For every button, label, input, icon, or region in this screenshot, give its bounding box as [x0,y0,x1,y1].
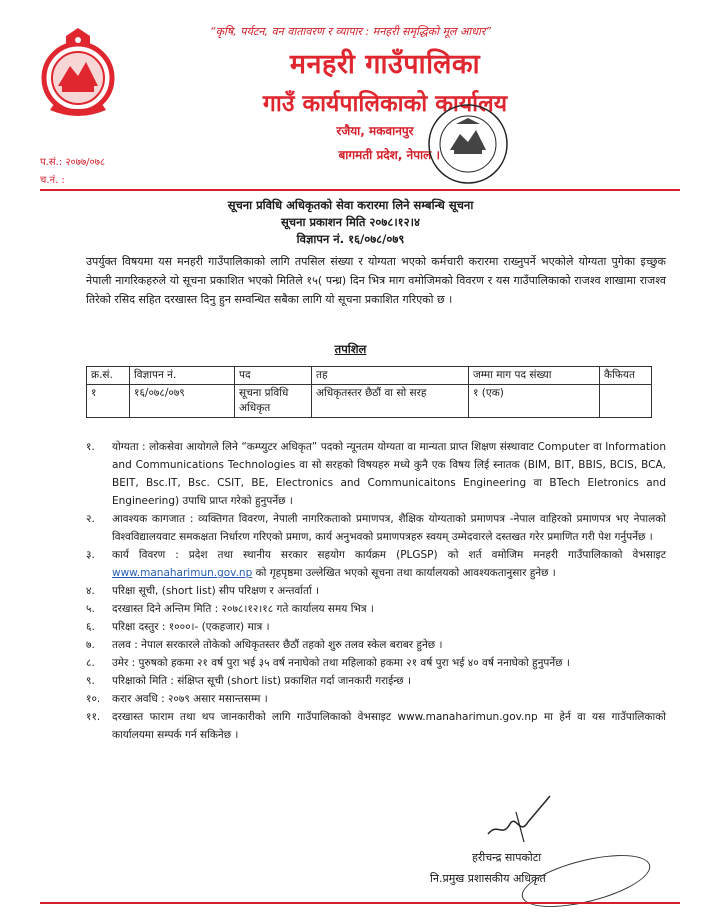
list-item: ९. परिक्षाको मिति : संक्षिप्त सूची (short list) प्रकाशित गर्दा जानकारी गराईन्छ । [86,675,411,687]
list-item: ४. परिक्षा सूची, (short list) सीप परिक्षण र अन्तर्वार्ता । [86,585,320,597]
table-row [87,385,652,418]
cell-post: सूचना प्रविधि अधिकृत [235,385,312,418]
signatory-designation: नि.प्रमुख प्रशासकीय अधिकृत [430,872,546,885]
col-total: जम्मा माग पद संख्या [469,367,600,385]
notice-title: सूचना प्रविधि अधिकृतको सेवा करारमा लिने सम्बन्धि सूचना [227,198,474,212]
intro-paragraph: उपर्युक्त विषयमा यस मनहरी गाउँपालिकाको लागि तपसिल संख्या र योग्यता भएको कर्मचारी करारमा राख्नुपर्ने भएकोले योग्यता पुगेका इच्छुक नेपाली नागरिकहरुले यो सूचना प्रकाशित भएको मितिले १५( पन्ध्र) दिन भित्र माग वमोजिमको विवरण र यस गाउँपालिकाको राजश्व शाखामा राजश्व तिरेको रसिद सहित दरखास्त दिनु हुन सम्वन्धित सबैका लागि यो सूचना प्रकाशित गरिएको छ । [86,255,666,306]
office-name: मनहरी गाउँपालिका [289,49,481,80]
signatory-name: हरीचन्द्र सापकोटा [472,851,542,864]
cell-level: अधिकृतस्तर छैठौं वा सो सरह [312,385,469,418]
col-ad-no: विज्ञापन नं. [130,367,235,385]
list-item: ११. दरखास्त फाराम तथा थप जानकारीको लागि गाउँपालिकाको वेभसाइट www.manaharimun.gov.np मा हेर्न वा यस गाउँपालिकाको कार्यालयमा सम्पर्क गर्न सकिनेछ । [86,711,666,741]
cell-ad-no: १६/०७८/०७९ [130,385,235,418]
col-remarks: कैफियत [600,367,652,385]
emblem-logo [36,26,120,122]
cell-total: १ (एक) [469,385,600,418]
office-subtitle: गाउँ कार्यपालिकाको कार्यालय [262,91,508,117]
list-item: ७. तलव : नेपाल सरकारले तोकेको अधिकृतस्तर छैठौं तहको शुरु तलव स्केल बराबर हुनेछ । [86,639,443,651]
cell-sn: १ [87,385,130,418]
address-line-1: रजैया, मकवानपुर [336,124,414,138]
list-item: १. योग्यता : लोकसेवा आयोगले लिने “कम्प्युटर अधिकृत” पदको न्यूनतम योग्यता वा मान्यता प्राप्त शिक्षण संस्थावाट Computer वा Information and Communications Technologies वा सो सरहको विषयहरु मध्ये कुनै एक विषय लिई स्नातक (BIM, BIT, BBIS, BCIS, BCA, BEIT, Bsc.IT, Bsc. CSIT, BE, Electronics and Communicaitons Engineering वा BTech Eletronics and Engineering) उपाधि प्राप्त गरेको हुनुपर्नेछ । [86,441,666,507]
conditions-list [86,438,666,744]
col-post: पद [235,367,312,385]
header-divider [40,189,680,191]
col-sn: क्र.सं. [87,367,130,385]
advertisement-number: विज्ञापन नं. १६/०७८/०७९ [296,232,405,246]
vacancy-table [86,366,652,418]
office-stamp [426,102,510,186]
list-item: २. आवश्यक कागजात : व्यक्तिगत विवरण, नेपाली नागरिकताको प्रमाणपत्र, शैक्षिक योग्यताको प्रमाणपत्र -नेपाल वाहिरको प्रमाणपत्र भए नेपालको विश्वविद्यालयवाट समकक्षता निर्धारण गरिएको प्रमाण, कार्य अनुभवको प्रमाणपत्रहरु स्वयम् उम्मेदवारले दस्तखत गरेर प्रमाणित गरी पेश गर्नुपर्नेछ । [86,513,666,543]
list-item: ५. दरखास्त दिने अन्तिम मिति : २०७८।१२।१८ गते कार्यालय समय भित्र । [86,603,374,615]
list-item: ३. कार्य विवरण : प्रदेश तथा स्थानीय सरकार सहयोग कार्यक्रम (PLGSP) को शर्त वमोजिम मनहरी गाउँपालिकाको वेभसाइट www.manaharimun.gov.np को गृहपृष्ठमा उल्लेखित भएको सूचना तथा कार्यालयको आवश्यकतानुसार हुनेछ । [86,549,666,579]
publish-date: सूचना प्रकाशन मिति २०७८।१२।४ [281,215,420,229]
footer-divider [40,902,680,904]
list-item: ६. परिक्षा दस्तुर : १०००।- (एकहजार) मात्र । [86,621,270,633]
website-link[interactable]: www.manaharimun.gov.np [112,567,253,579]
dispatch-number: च.नं. : [40,175,65,186]
list-item: ८. उमेर : पुरुषको हकमा २१ वर्ष पुरा भई ३५ वर्ष ननाघेको तथा महिलाको हकमा २१ वर्ष पुरा भई ४० वर्ष ननाघेको हुनुपर्नेछ । [86,657,570,669]
table-header-row [87,367,652,385]
letter-number: प.सं.: २०७७/०७८ [40,157,106,168]
cell-remarks [600,385,652,418]
schedule-heading: तपशिल [334,342,367,356]
tagline: “कृषि, पर्यटन, वन वातावरण र व्यापार : मनहरी समृद्धिको मूल आधार” [209,25,492,38]
address-line-2: बागमती प्रदेश, नेपाल । [338,148,440,162]
col-level: तह [312,367,469,385]
list-item: १०. करार अवधि : २०७९ असार मसान्तसम्म । [86,693,268,705]
handwritten-signature [480,792,570,848]
